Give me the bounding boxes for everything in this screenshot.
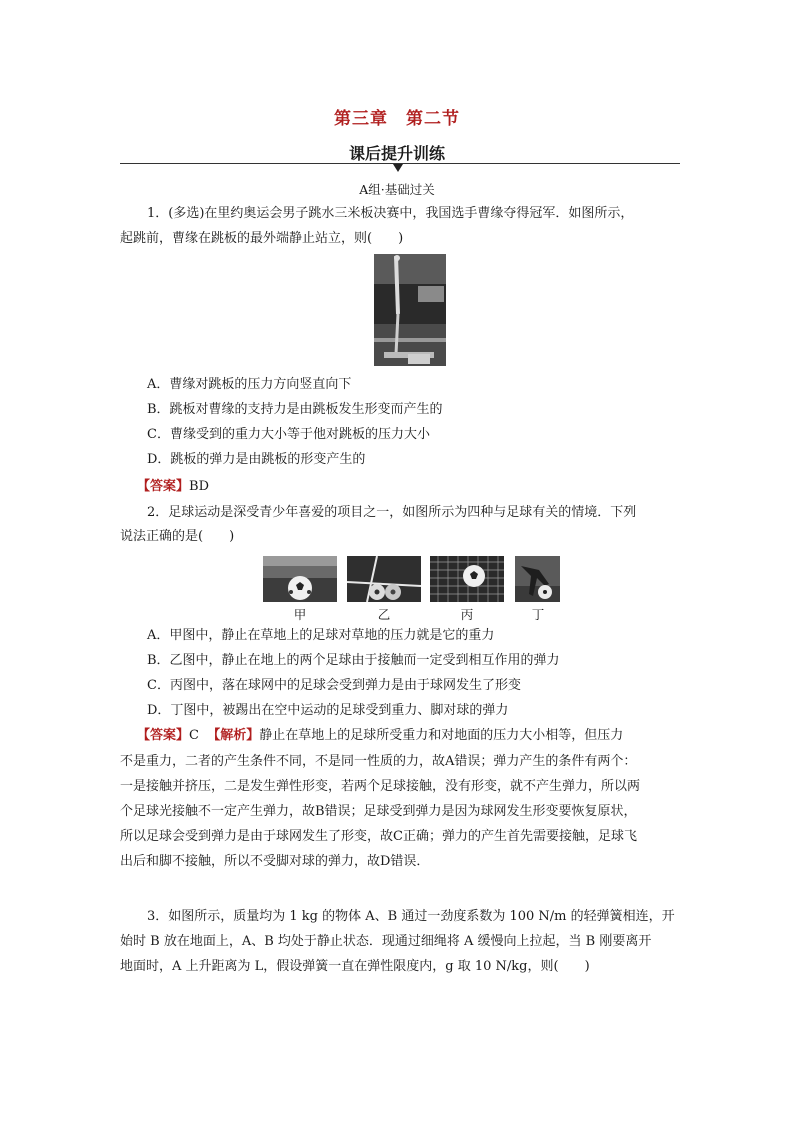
- q2-option-b: B．乙图中，静止在地上的两个足球由于接触而一定受到相互作用的弹力: [147, 653, 560, 668]
- diver-photo: [374, 254, 446, 366]
- answer-value: C: [189, 728, 199, 743]
- q2-analysis-line: 所以足球会受到弹力是由于球网发生了形变，故C正确；弹力的产生首先需要接触，足球飞: [120, 829, 637, 844]
- q2-analysis-line: 不是重力，二者的产生条件不同，不是同一性质的力，故A错误；弹力产生的条件有两个：: [120, 754, 637, 769]
- q2-option-c: C．丙图中，落在球网中的足球会受到弹力是由于球网发生了形变: [147, 678, 521, 693]
- caption-ding: 丁: [531, 607, 545, 622]
- analysis-text: 静止在草地上的足球所受重力和对地面的压力大小相等，但压力: [259, 728, 624, 743]
- q1-option-a: A．曹缘对跳板的压力方向竖直向下: [147, 377, 352, 392]
- q1-option-c: C．曹缘受到的重力大小等于他对跳板的压力大小: [147, 427, 430, 442]
- group-title: A组·基础过关: [359, 182, 435, 197]
- photo-yi-two-balls: [347, 556, 421, 602]
- q1-stem-line1: 1．(多选)在里约奥运会男子跳水三米板决赛中，我国选手曹缘夺得冠军．如图所示，: [147, 206, 634, 221]
- photo-bing-ball-in-net: [430, 556, 504, 602]
- answer-label: 【答案】: [137, 479, 190, 494]
- q2-stem-line2: 说法正确的是( ): [120, 529, 235, 544]
- q1-stem-line2: 起跳前，曹缘在跳板的最外端静止站立，则( ): [120, 231, 404, 246]
- photo-jia-ball-on-grass: [263, 556, 337, 602]
- q1-option-b: B．跳板对曹缘的支持力是由跳板发生形变而产生的: [147, 402, 443, 417]
- q2-option-d: D．丁图中，被踢出在空中运动的足球受到重力、脚对球的弹力: [147, 703, 509, 718]
- answer-value: BD: [189, 479, 209, 494]
- answer-label: 【答案】: [137, 728, 190, 743]
- analysis-label: 【解析】: [207, 728, 260, 743]
- caption-bing: 丙: [460, 607, 474, 622]
- q2-stem-line1: 2．足球运动是深受青少年喜爱的项目之一，如图所示为四种与足球有关的情境．下列: [147, 505, 637, 520]
- q3-stem-line1: 3．如图所示，质量均为 1 kg 的物体 A、B 通过一劲度系数为 100 N/m 的轻弹簧相连，开: [147, 909, 675, 924]
- section-title: 课后提升训练: [348, 144, 445, 163]
- chapter-title: 第三章 第二节: [334, 109, 460, 129]
- down-triangle-icon: [393, 164, 403, 172]
- q3-stem-line3: 地面时，A 上升距离为 L，假设弹簧一直在弹性限度内，g 取 10 N/kg，则( ): [120, 959, 590, 974]
- q3-stem-line2: 始时 B 放在地面上，A、B 均处于静止状态．现通过细绳将 A 缓慢向上拉起，当 B 刚要离开: [120, 934, 652, 949]
- caption-yi: 乙: [377, 607, 391, 622]
- caption-jia: 甲: [293, 607, 307, 622]
- q2-answer-line: [137, 726, 680, 746]
- q2-analysis-line: 出后和脚不接触，所以不受脚对球的弹力，故D错误．: [120, 854, 430, 869]
- q1-answer: [137, 477, 697, 497]
- q2-analysis-line: 一是接触并挤压，二是发生弹性形变，若两个足球接触，没有形变，就不产生弹力，所以两: [120, 779, 641, 794]
- photo-ding-kicked-ball: [515, 556, 560, 602]
- q1-option-d: D．跳板的弹力是由跳板的形变产生的: [147, 452, 366, 467]
- q2-option-a: A．甲图中，静止在草地上的足球对草地的压力就是它的重力: [147, 628, 495, 643]
- q2-analysis-line: 个足球光接触不一定产生弹力，故B错误；足球受到弹力是因为球网发生形变要恢复原状，: [120, 804, 637, 819]
